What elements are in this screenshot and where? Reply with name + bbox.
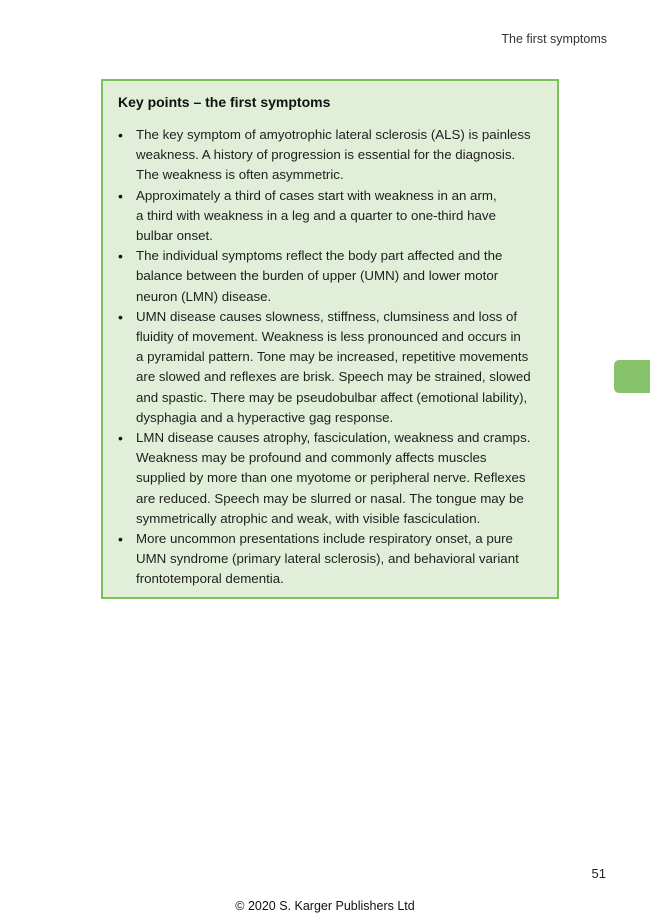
- running-head: The first symptoms: [501, 32, 607, 46]
- key-points-box: [101, 79, 559, 599]
- key-points-list: [118, 125, 548, 590]
- bullet-line: • The key symptom of amyotrophic lateral sclerosis (ALS) is painless: [136, 127, 531, 142]
- key-points-title: Key points – the first symptoms: [118, 94, 331, 110]
- copyright-notice: © 2020 S. Karger Publishers Ltd: [235, 899, 415, 913]
- bullet-line: a pyramidal pattern. Tone may be increased, repetitive movements: [136, 349, 529, 365]
- bullet-item: [118, 186, 548, 247]
- chapter-tab: [614, 360, 650, 393]
- bullet-line: are reduced. Speech may be slurred or nasal. The tongue may be: [136, 490, 524, 506]
- bullet-line: fluidity of movement. Weakness is less pronounced and occurs in: [136, 329, 521, 345]
- page-number: 51: [591, 866, 606, 881]
- bullet-line: dysphagia and a hyperactive gag response.: [136, 409, 394, 425]
- bullet-line: • LMN disease causes atrophy, fasciculation, weakness and cramps.: [136, 430, 531, 446]
- bullet-line: bulbar onset.: [136, 228, 213, 244]
- bullet-line: UMN syndrome (primary lateral sclerosis), and behavioral variant: [136, 551, 519, 567]
- bullet-line: and spastic. There may be pseudobulbar affect (emotional lability),: [136, 389, 528, 405]
- bullet-line: a third with weakness in a leg and a quarter to one-third have: [136, 207, 496, 223]
- bullet-line: • UMN disease causes slowness, stiffness, clumsiness and loss of: [136, 308, 518, 324]
- bullet-item: [118, 307, 548, 428]
- bullet-line: neuron (LMN) disease.: [136, 288, 272, 304]
- bullet-line: frontotemporal dementia.: [136, 571, 284, 587]
- bullet-line: supplied by more than one myotome or peripheral nerve. Reflexes: [136, 470, 526, 486]
- bullet-line: • The individual symptoms reflect the body part affected and the: [136, 248, 503, 264]
- bullet-item: [118, 529, 548, 590]
- bullet-line: balance between the burden of upper (UMN) and lower motor: [136, 268, 499, 284]
- bullet-line: are slowed and reflexes are brisk. Speech may be strained, slowed: [136, 369, 531, 385]
- bullet-line: Weakness may be profound and commonly affects muscles: [136, 450, 487, 466]
- bullet-line: weakness. A history of progression is essential for the diagnosis.: [136, 147, 516, 163]
- bullet-line: symmetrically atrophic and weak, with visible fasciculation.: [136, 510, 481, 526]
- bullet-item: [118, 428, 548, 529]
- bullet-line: The weakness is often asymmetric.: [136, 167, 344, 183]
- bullet-item: [118, 125, 548, 186]
- bullet-line: • More uncommon presentations include respiratory onset, a pure: [136, 531, 513, 547]
- bullet-item: [118, 246, 548, 307]
- bullet-line: • Approximately a third of cases start with weakness in an arm,: [136, 187, 497, 203]
